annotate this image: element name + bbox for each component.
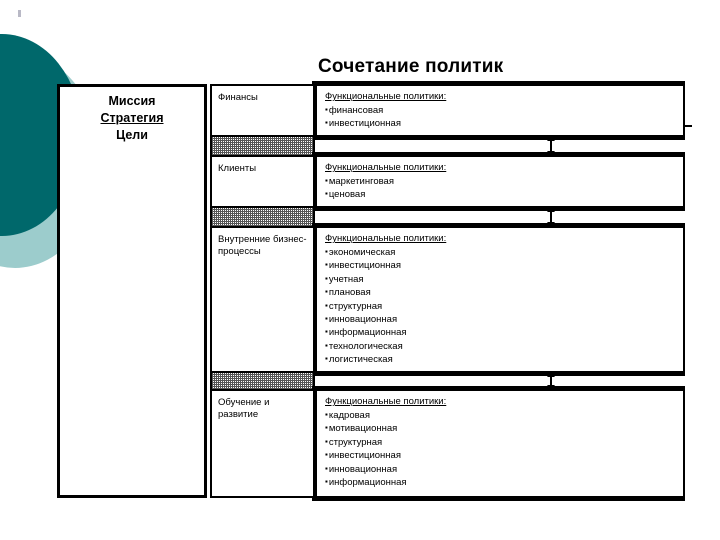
- policy-item: [325, 104, 677, 117]
- policy-item-label: инвестиционная: [328, 450, 401, 462]
- bullet-icon: ▪: [325, 260, 328, 270]
- perspective-cell: [210, 389, 315, 498]
- policy-item-label: информационная: [328, 327, 407, 339]
- bullet-icon: ▪: [325, 314, 328, 324]
- separator-band: [210, 373, 315, 389]
- bullet-icon: ▪: [325, 118, 328, 128]
- policy-item-label: логистическая: [328, 354, 393, 366]
- policy-cell: [315, 155, 685, 208]
- policy-header: Функциональные политики:: [325, 162, 447, 173]
- policy-item: [325, 313, 677, 326]
- policy-item-label: плановая: [328, 287, 371, 299]
- policy-item-label: технологическая: [328, 340, 403, 352]
- perspective-label: Обучение и развитие: [218, 397, 270, 420]
- bullet-icon: ▪: [325, 327, 328, 337]
- bullet-icon: ▪: [325, 410, 328, 419]
- bullet-icon: ▪: [325, 287, 328, 297]
- perspective-label: Финансы: [218, 92, 258, 103]
- artifact-speck: [18, 10, 21, 17]
- policy-item: [325, 117, 677, 130]
- perspective-label: Внутренние бизнес-процессы: [218, 234, 307, 257]
- bullet-icon: ▪: [325, 436, 328, 446]
- policy-item-label: инвестиционная: [328, 118, 401, 130]
- policy-item: [325, 246, 677, 259]
- policy-header: Функциональные политики:: [325, 396, 447, 407]
- edge-tick-mark: [683, 125, 692, 127]
- mission-label: Миссия: [108, 94, 156, 108]
- policy-item-label: финансовая: [328, 105, 384, 116]
- policy-item: [325, 422, 677, 435]
- policy-item-label: структурная: [328, 300, 383, 312]
- policy-header: Функциональные политики:: [325, 233, 447, 244]
- policy-item: [325, 476, 677, 489]
- perspective-rows: [207, 84, 685, 498]
- bullet-icon: ▪: [325, 189, 328, 199]
- separator-band: [210, 208, 315, 226]
- page-title: Сочетание политик: [318, 56, 504, 77]
- policy-item-label: инновационная: [328, 463, 398, 475]
- policy-header: Функциональные политики:: [325, 91, 447, 102]
- policy-item: [325, 300, 677, 313]
- policy-item-label: мотивационная: [328, 423, 398, 435]
- bullet-icon: ▪: [325, 300, 328, 310]
- policy-cell: [315, 226, 685, 373]
- strategy-box: [57, 84, 207, 498]
- policy-item: [325, 463, 677, 476]
- policy-cell: [315, 84, 685, 137]
- policy-item-label: экономическая: [328, 247, 396, 258]
- policy-item-label: учетная: [328, 273, 364, 285]
- bullet-icon: ▪: [325, 340, 328, 350]
- bullet-icon: ▪: [325, 463, 328, 473]
- perspective-cell: [210, 155, 315, 208]
- policy-item: [325, 353, 677, 366]
- policy-item: [325, 188, 677, 201]
- table-row: [207, 155, 685, 208]
- table-row: [207, 84, 685, 137]
- policy-item: [325, 436, 677, 449]
- strategy-label: Стратегия: [100, 111, 164, 125]
- separator-band: [210, 137, 315, 155]
- policy-item-label: маркетинговая: [328, 176, 394, 187]
- bullet-icon: ▪: [325, 477, 328, 487]
- perspective-label: Клиенты: [218, 163, 257, 174]
- policy-item-label: структурная: [328, 436, 383, 448]
- policy-item: [325, 259, 677, 272]
- policy-item: [325, 326, 677, 339]
- strategy-box-labels: [60, 87, 204, 144]
- bullet-icon: ▪: [325, 354, 328, 364]
- policy-item-label: инвестиционная: [328, 260, 401, 272]
- table-row: [207, 389, 685, 498]
- policy-item-label: ценовая: [328, 189, 366, 201]
- policy-item: [325, 340, 677, 353]
- bullet-icon: ▪: [325, 247, 328, 256]
- policy-cell: [315, 389, 685, 498]
- policy-item-label: информационная: [328, 477, 407, 489]
- policy-matrix-diagram: [57, 84, 685, 498]
- bullet-icon: ▪: [325, 423, 328, 433]
- perspective-cell: [210, 84, 315, 137]
- bullet-icon: ▪: [325, 105, 328, 114]
- policy-item-label: инновационная: [328, 314, 398, 326]
- table-row: [207, 226, 685, 373]
- policy-item: [325, 175, 677, 188]
- goals-label: Цели: [116, 128, 148, 142]
- bullet-icon: ▪: [325, 450, 328, 460]
- policy-item: [325, 449, 677, 462]
- policy-item: [325, 286, 677, 299]
- policy-item: [325, 273, 677, 286]
- policy-item-label: кадровая: [328, 410, 370, 421]
- perspective-cell: [210, 226, 315, 373]
- bullet-icon: ▪: [325, 176, 328, 185]
- policy-item: [325, 409, 677, 422]
- bullet-icon: ▪: [325, 273, 328, 283]
